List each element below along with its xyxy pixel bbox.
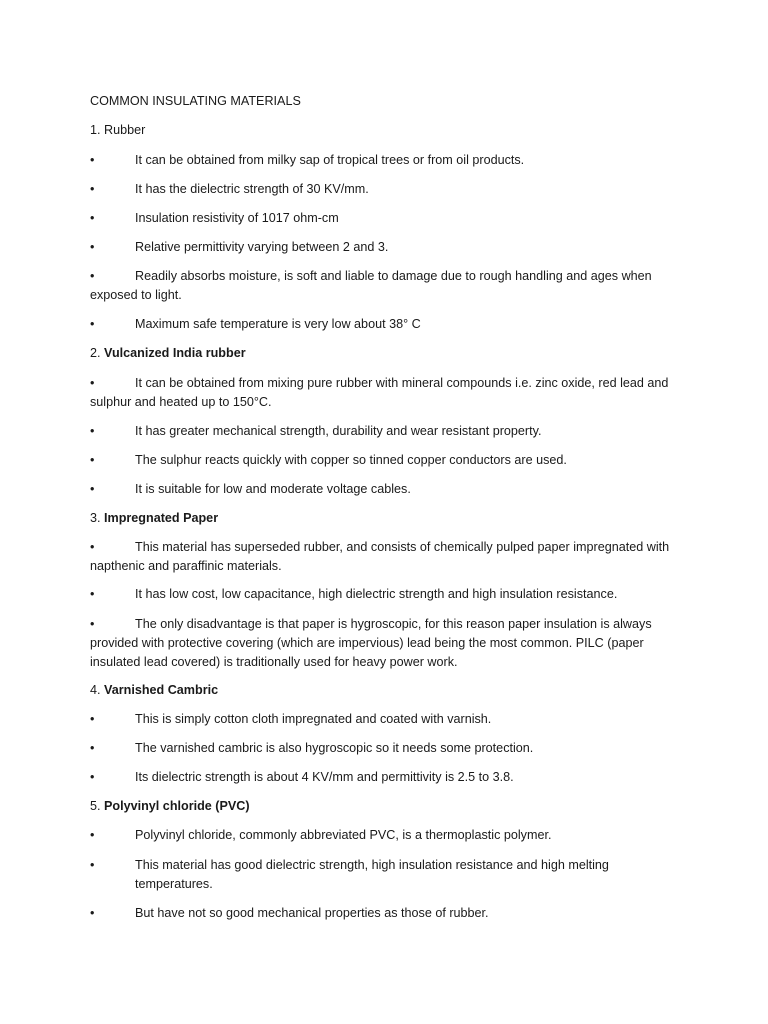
list-item: Polyvinyl chloride, commonly abbreviated PVC, is a thermoplastic polymer. [135, 828, 552, 842]
list-item: Maximum safe temperature is very low about 38° C [135, 317, 421, 331]
list-item-continuation: insulated lead covered) is traditionally used for heavy power work. [90, 655, 458, 669]
list-item: The only disadvantage is that paper is hygroscopic, for this reason paper insulation is always [135, 617, 652, 631]
bullet-marker: • [90, 376, 95, 390]
bullet-marker: • [90, 211, 95, 225]
bullet-marker: • [90, 540, 95, 554]
section-heading-1: 1. Rubber [90, 123, 146, 137]
bullet-marker: • [90, 453, 95, 467]
bullet-marker: • [90, 587, 95, 601]
list-item: It is suitable for low and moderate voltage cables. [135, 482, 411, 496]
list-item: It has greater mechanical strength, durability and wear resistant property. [135, 424, 542, 438]
list-item: This is simply cotton cloth impregnated and coated with varnish. [135, 712, 492, 726]
list-item: It can be obtained from mixing pure rubber with mineral compounds i.e. zinc oxide, red lead and [135, 376, 669, 390]
list-item: It has the dielectric strength of 30 KV/mm. [135, 182, 369, 196]
bullet-marker: • [90, 741, 95, 755]
section-heading-3: 3. Impregnated Paper [90, 511, 219, 525]
bullet-marker: • [90, 770, 95, 784]
section-heading-2: 2. Vulcanized India rubber [90, 346, 246, 360]
list-item-continuation: provided with protective covering (which are impervious) lead being the most common. PILC (paper [90, 636, 644, 650]
list-item: Readily absorbs moisture, is soft and liable to damage due to rough handling and ages when [135, 269, 652, 283]
bullet-marker: • [90, 906, 95, 920]
list-item-continuation: exposed to light. [90, 288, 182, 302]
section-heading-4: 4. Varnished Cambric [90, 683, 219, 697]
list-item: This material has superseded rubber, and consists of chemically pulped paper impregnated with [135, 540, 670, 554]
bullet-marker: • [90, 269, 95, 283]
list-item: It can be obtained from milky sap of tropical trees or from oil products. [135, 153, 525, 167]
list-item-continuation: temperatures. [135, 877, 213, 891]
list-item: Relative permittivity varying between 2 and 3. [135, 240, 389, 254]
bullet-marker: • [90, 424, 95, 438]
bullet-marker: • [90, 240, 95, 254]
list-item: The varnished cambric is also hygroscopic so it needs some protection. [135, 741, 534, 755]
bullet-marker: • [90, 617, 95, 631]
bullet-marker: • [90, 858, 95, 872]
bullet-marker: • [90, 482, 95, 496]
document-title: COMMON INSULATING MATERIALS [90, 94, 301, 108]
list-item: The sulphur reacts quickly with copper so tinned copper conductors are used. [135, 453, 567, 467]
list-item: This material has good dielectric strength, high insulation resistance and high melting [135, 858, 609, 872]
list-item-continuation: sulphur and heated up to 150°C. [90, 395, 272, 409]
bullet-marker: • [90, 317, 95, 331]
list-item: But have not so good mechanical properties as those of rubber. [135, 906, 489, 920]
bullet-marker: • [90, 153, 95, 167]
bullet-marker: • [90, 828, 95, 842]
list-item: Insulation resistivity of 1017 ohm-cm [135, 211, 339, 225]
section-heading-5: 5. Polyvinyl chloride (PVC) [90, 799, 250, 813]
bullet-marker: • [90, 712, 95, 726]
list-item-continuation: napthenic and paraffinic materials. [90, 559, 282, 573]
bullet-marker: • [90, 182, 95, 196]
list-item: Its dielectric strength is about 4 KV/mm and permittivity is 2.5 to 3.8. [135, 770, 514, 784]
list-item: It has low cost, low capacitance, high dielectric strength and high insulation resistance. [135, 587, 618, 601]
